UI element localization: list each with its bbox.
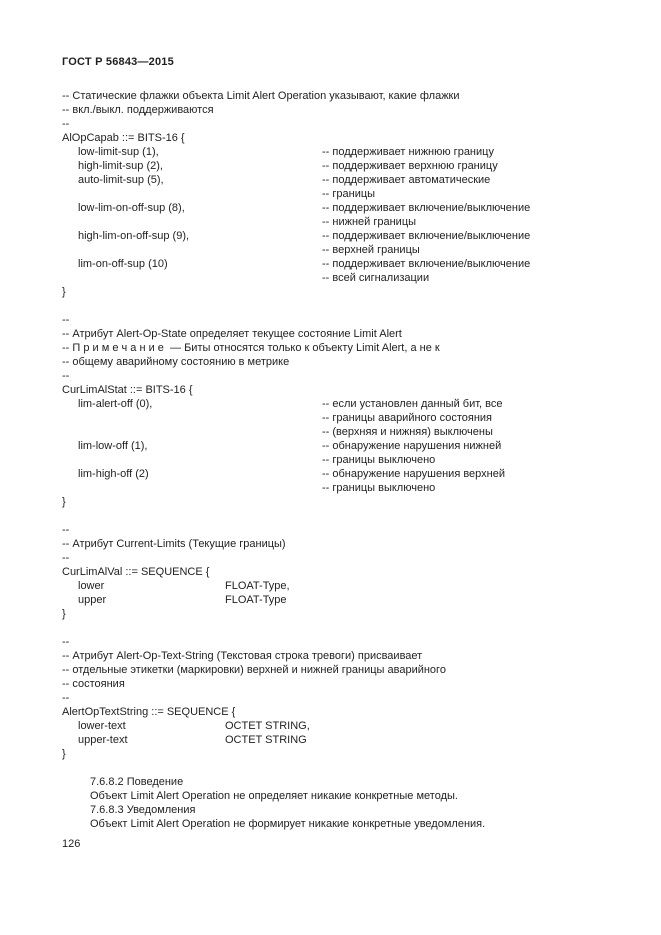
text-line [62,552,642,566]
text-line [62,244,642,258]
line-left-text: AlOpCapab ::= BITS-16 { [62,132,185,144]
line-left-text: } [62,286,66,298]
line-left-text: upper [78,594,107,606]
line-type-text: OCTET STRING, [225,720,310,732]
text-line [62,370,642,384]
line-left-text: } [62,496,66,508]
line-left-text: 7.6.8.3 Уведомления [90,804,196,816]
text-line [62,566,642,580]
text-line [62,342,642,356]
text-line [62,748,642,762]
text-line [62,720,642,734]
line-comment-text: -- если установлен данный бит, все [322,398,503,410]
page-number: 126 [62,838,81,850]
document-header: ГОСТ Р 56843—2015 [62,56,174,68]
line-comment-text: -- (верхняя и нижняя) выключены [322,426,493,438]
line-left-text: CurLimAlStat ::= BITS-16 { [62,384,193,396]
line-left-text: 7.6.8.2 Поведение [90,776,184,788]
text-line [62,146,642,160]
text-line [62,804,642,818]
line-comment-text: -- поддерживает включение/выключение [322,258,531,270]
text-line [62,538,642,552]
line-comment-text: -- всей сигнализации [322,272,430,284]
text-line [62,216,642,230]
text-line [62,132,642,146]
line-left-text: Объект Limit Alert Operation не формирует никакие конкретные уведомления. [90,818,486,830]
line-left-text: } [62,608,66,620]
line-left-text: -- [62,636,70,648]
line-comment-text: -- поддерживает нижнюю границу [322,146,494,158]
line-left-text: lim-high-off (2) [78,468,149,480]
line-comment-text: -- поддерживает включение/выключение [322,202,531,214]
line-left-text: -- П р и м е ч а н и е — Биты относятся только к объекту Limit Alert, а не к [62,342,440,354]
text-line [62,454,642,468]
text-line [62,496,642,510]
text-line [62,776,642,790]
text-line [62,160,642,174]
text-line [62,230,642,244]
line-type-text: FLOAT-Type [225,594,287,606]
line-left-text: -- [62,552,70,564]
text-line [62,328,642,342]
document-body [62,90,642,832]
blank-line [62,622,642,636]
text-line [62,468,642,482]
text-line [62,188,642,202]
text-line [62,314,642,328]
line-comment-text: -- нижней границы [322,216,417,228]
text-line [62,580,642,594]
text-line [62,440,642,454]
line-comment-text: -- поддерживает включение/выключение [322,230,531,242]
text-line [62,426,642,440]
line-left-text: -- Атрибут Current-Limits (Текущие границы) [62,538,286,550]
text-line [62,734,642,748]
text-line [62,594,642,608]
text-line [62,608,642,622]
line-left-text: upper-text [78,734,128,746]
line-comment-text: -- поддерживает автоматические [322,174,491,186]
line-left-text: auto-limit-sup (5), [78,174,164,186]
line-left-text: lim-alert-off (0), [78,398,153,410]
text-line [62,524,642,538]
line-comment-text: -- границы [322,188,376,200]
line-left-text: -- вкл./выкл. поддерживаются [62,104,214,116]
text-line [62,650,642,664]
line-type-text: OCTET STRING [225,734,307,746]
line-left-text: -- [62,692,70,704]
line-left-text: -- Атрибут Alert-Op-Text-String (Текстовая строка тревоги) присваивает [62,650,423,662]
line-comment-text: -- обнаружение нарушения верхней [322,468,506,480]
line-left-text: low-lim-on-off-sup (8), [78,202,185,214]
text-line [62,118,642,132]
line-left-text: -- Статические флажки объекта Limit Alert Operation указывают, какие флажки [62,90,460,102]
line-left-text: -- [62,524,70,536]
line-left-text: -- общему аварийному состоянию в метрике [62,356,290,368]
text-line [62,104,642,118]
line-left-text: high-limit-sup (2), [78,160,163,172]
line-left-text: CurLimAlVal ::= SEQUENCE { [62,566,210,578]
line-comment-text: -- верхней границы [322,244,420,256]
text-line [62,790,642,804]
line-left-text: -- [62,118,70,130]
text-line [62,636,642,650]
line-comment-text: -- обнаружение нарушения нижней [322,440,502,452]
line-left-text: -- [62,314,70,326]
line-left-text: -- Атрибут Alert-Op-State определяет текущее состояние Limit Alert [62,328,402,340]
text-line [62,412,642,426]
line-left-text: Объект Limit Alert Operation не определяет никакие конкретные методы. [90,790,458,802]
line-left-text: AlertOpTextString ::= SEQUENCE { [62,706,236,718]
text-line [62,664,642,678]
text-line [62,90,642,104]
text-line [62,174,642,188]
line-left-text: low-limit-sup (1), [78,146,159,158]
text-line [62,482,642,496]
line-left-text: -- [62,370,70,382]
line-comment-text: -- поддерживает верхнюю границу [322,160,498,172]
text-line [62,202,642,216]
blank-line [62,762,642,776]
line-left-text: lower [78,580,105,592]
line-comment-text: -- границы выключено [322,454,436,466]
text-line [62,818,642,832]
line-type-text: FLOAT-Type, [225,580,290,592]
line-left-text: lim-on-off-sup (10) [78,258,168,270]
text-line [62,398,642,412]
text-line [62,258,642,272]
line-comment-text: -- границы аварийного состояния [322,412,493,424]
line-left-text: lower-text [78,720,126,732]
text-line [62,706,642,720]
text-line [62,272,642,286]
text-line [62,678,642,692]
text-line [62,384,642,398]
text-line [62,286,642,300]
line-left-text: lim-low-off (1), [78,440,148,452]
line-left-text: } [62,748,66,760]
line-left-text: high-lim-on-off-sup (9), [78,230,190,242]
text-line [62,692,642,706]
line-left-text: -- отдельные этикетки (маркировки) верхней и нижней границы аварийного [62,664,446,676]
text-line [62,356,642,370]
line-left-text: -- состояния [62,678,125,690]
line-comment-text: -- границы выключено [322,482,436,494]
blank-line [62,510,642,524]
blank-line [62,300,642,314]
